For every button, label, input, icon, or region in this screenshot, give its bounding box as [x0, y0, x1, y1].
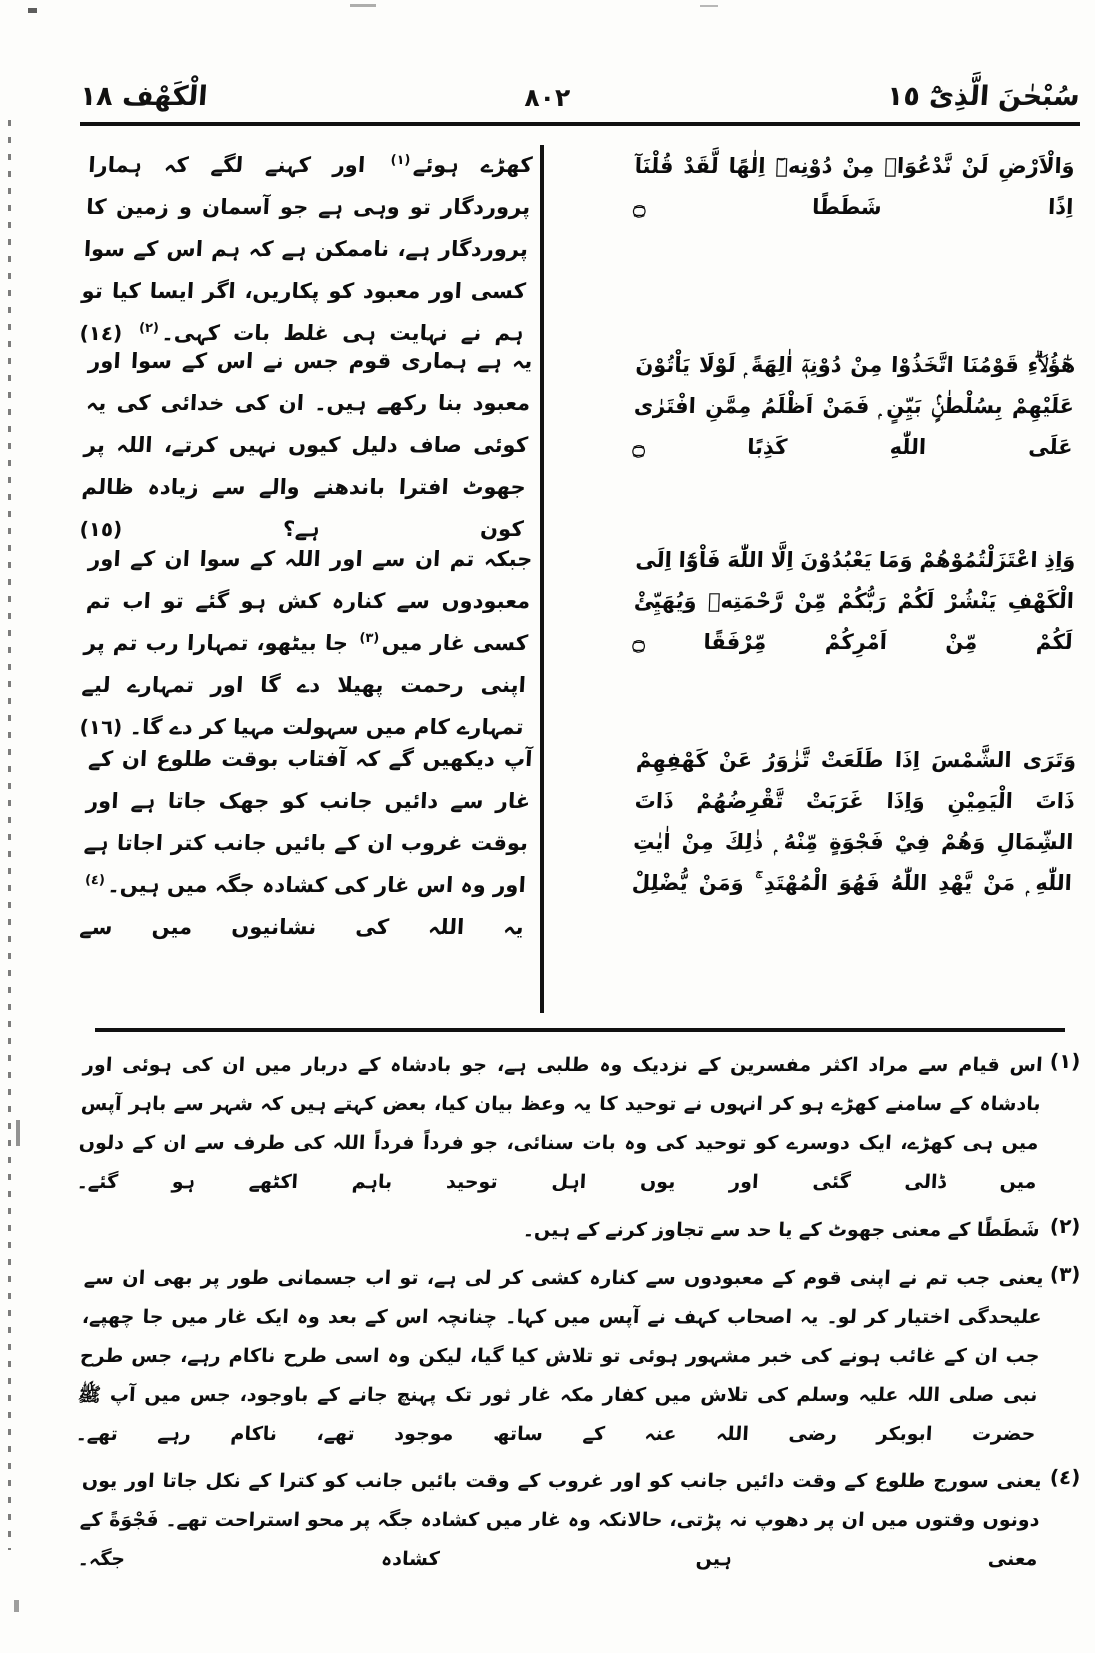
- column-divider: [540, 145, 544, 1013]
- translation-passage-16: [78, 538, 533, 748]
- footnote-text-4: یعنی سورج طلوع کے وقت دائیں جانب کو اور غروب کے وقت بائیں جانب کو کترا کے نکل جاتا اور یوں دونوں وقتوں میں ان پر دھوپ نہ پڑتی، حالانکہ وہ غار میں کشادہ جگہ پر محو استراحت تھے۔ فَجْوَةً کے معنی ہیں کشادہ جگہ۔: [77, 1470, 1043, 1571]
- footnote-ref-4[interactable]: (٤): [84, 873, 106, 888]
- scan-corner-mark: [350, 4, 376, 7]
- verse-number-16: (١٦): [78, 715, 123, 739]
- footnote-ref-2[interactable]: (٢): [138, 321, 160, 336]
- passage-text-after: جا بیٹھو، تمہارا رب تم پر اپنی رحمت پھیلا دے گا اور تمہارے لیے تمہارے کام میں سہولت مہیا کر دے گا۔: [81, 631, 527, 739]
- ayah-14: وَالْاَرْضِ لَنْ نَّدْعُوَا۟ مِنْ دُوْنِهٖٓ اِلٰهًا لَّقَدْ قُلْنَآ اِذًا شَطَطًا ۝: [632, 154, 1076, 219]
- scan-speckle: [14, 1600, 19, 1612]
- footnote-marker-1: (١): [1048, 1049, 1081, 1073]
- translation-passage-15: [78, 340, 533, 550]
- footnote-item: [75, 1259, 1081, 1454]
- scan-binding-edge: [8, 120, 11, 1550]
- ayah-16: وَاِذِ اعْتَزَلْتُمُوْهُمْ وَمَا يَعْبُدُوْنَ اِلَّا اللّٰهَ فَاْوٗٓا اِلَى الْكَهْفِ يَنْشُرْ لَكُمْ رَبُّكُمْ مِّنْ رَّحْمَتِهٖ وَيُهَيِّئْ لَكُمْ مِّنْ اَمْرِكُمْ مِّرْفَقًا ۝: [632, 548, 1076, 654]
- footnote-ref-3[interactable]: (٣): [358, 631, 380, 646]
- passage-text-after: یہ اللہ کی نشانیوں میں سے: [78, 915, 525, 939]
- passage-text-before: جبکہ تم ان سے اور اللہ کے سوا ان کے اور معبودوں سے کنارہ کش ہو گئے تو اب تم کسی غار میں: [85, 547, 534, 655]
- passage-text-after: اور کہنے لگے کہ ہمارا پروردگار تو وہی ہے جو آسمان و زمین کا پروردگار ہے، ناممکن ہے کہ ہم اس کے سوا کسی اور معبود کو پکاریں، اگر ایسا کیا تو ہم نے نہایت ہی غلط بات کہی۔: [81, 153, 531, 345]
- footnote-marker-3: (٣): [1048, 1261, 1081, 1286]
- footnote-marker-4: (٤): [1048, 1465, 1081, 1490]
- footnotes-section: [75, 1046, 1081, 1588]
- footnote-marker-2: (٢): [1048, 1213, 1081, 1238]
- page-header: [80, 62, 1080, 110]
- passage-text-after: یہ ہے ہماری قوم جس نے اس کے سوا اور معبود بنا رکھے ہیں۔ ان کی خدائی کی یہ کوئی صاف دلیل کیوں نہیں کرتے، اللہ پر جھوٹ افترا باندھنے والے سے زیادہ ظالم کون ہے؟: [81, 349, 534, 541]
- footnote-text-3: یعنی جب تم نے اپنی قوم کے معبودوں سے کنارہ کشی کر لی ہے، تو اب جسمانی طور پر بھی ان سے علیحدگی اختیار کر لو۔ یہ اصحاب کہف نے آپس میں کہا۔ چنانچہ اس کے بعد وہ ایک غار میں جا چھپے، جب ان کے غائب ہونے کی خبر مشہور ہوئی تو تلاش کیا گیا، لیکن وہ اسی طرح ناکام رہے، جس طرح نبی صلی اللہ علیہ وسلم کی تلاش میں کفار مکہ غار ثور تک پہنچ جانے کے باوجود، جس میں آپ ﷺ حضرت ابوبکر رضی اللہ عنہ کے ساتھ موجود تھے، ناکام رہے تھے۔: [75, 1266, 1045, 1445]
- scan-corner-mark: [28, 8, 37, 13]
- footnote-text-2: شَطَطًا کے معنی جھوٹ کے یا حد سے تجاوز کرنے کے ہیں۔: [522, 1218, 1041, 1241]
- footnote-item: [77, 1462, 1081, 1579]
- translation-passage-14: [78, 144, 533, 354]
- arabic-column: [628, 140, 1080, 1005]
- footnote-divider: [95, 1028, 1065, 1032]
- verse-number-14: (١٤): [78, 321, 123, 345]
- page-number: ٨٠٢: [524, 83, 571, 112]
- header-divider: [80, 122, 1080, 126]
- main-body: [80, 140, 1080, 1005]
- ayah-17: وَتَرَى الشَّمْسَ اِذَا طَلَعَتْ تَّزٰوَرُ عَنْ كَهْفِهِمْ ذَاتَ الْيَمِيْنِ وَاِذَا غَرَبَتْ تَّقْرِضُهُمْ ذَاتَ الشِّمَالِ وَهُمْ فِيْ فَجْوَةٍ مِّنْهُ ۭ ذٰلِكَ مِنْ اٰيٰتِ اللّٰهِ ۭ مَنْ يَّهْدِ اللّٰهُ فَهُوَ الْمُهْتَدِ ۚ وَمَنْ يُّضْلِلْ: [631, 748, 1077, 895]
- translation-passage-17: [78, 738, 533, 948]
- passage-text-before: کھڑے ہوئے: [412, 153, 534, 177]
- footnote-ref-1[interactable]: (١): [390, 153, 411, 168]
- ayah-15: هٰٓؤُلَاۗءِ قَوْمُنَا اتَّخَذُوْا مِنْ دُوْنِهٖٓ اٰلِهَةً ۭ لَوْلَا يَاْتُوْنَ عَلَيْهِمْ بِسُلْطٰنٍۢ بَيِّنٍ ۭ فَمَنْ اَظْلَمُ مِمَّنِ افْتَرٰى عَلَى اللّٰهِ كَذِبًا ۝: [632, 353, 1076, 459]
- footnote-item: [80, 1211, 1080, 1250]
- scan-corner-mark: [700, 5, 718, 7]
- footnote-item: [76, 1046, 1081, 1202]
- urdu-column: [80, 140, 532, 1005]
- verse-number-15: (١٥): [78, 517, 123, 541]
- passage-text-before: آپ دیکھیں گے کہ آفتاب بوقت طلوع ان کے غار سے دائیں جانب کو جھک جاتا ہے اور بوقت غروب ان کے بائیں جانب کتر اجاتا ہے اور وہ اس غار کی کشادہ جگہ میں ہیں۔: [83, 747, 534, 897]
- juz-label: سُبْحٰنَ الَّذِىْٓ ١٥: [886, 81, 1082, 112]
- scan-speckle: [16, 1120, 20, 1146]
- surah-label: الْكَهْف ١٨: [78, 81, 209, 112]
- footnote-text-1: اس قیام سے مراد اکثر مفسرین کے نزدیک وہ طلبی ہے، جو بادشاہ کے دربار میں ان کی ہوئی اور بادشاہ کے سامنے کھڑے ہو کر انہوں نے توحید کا یہ وعظ بیان کیا، بعض کہتے ہیں کہ شہر سے باہر آپس میں ہی کھڑے، ایک دوسرے کو توحید کی وہ بات سنائی، جو فرداً فرداً اللہ کی طرف سے ان کے دلوں میں ڈالی گئی اور یوں اہل توحید باہم اکٹھے ہو گئے۔: [76, 1054, 1044, 1193]
